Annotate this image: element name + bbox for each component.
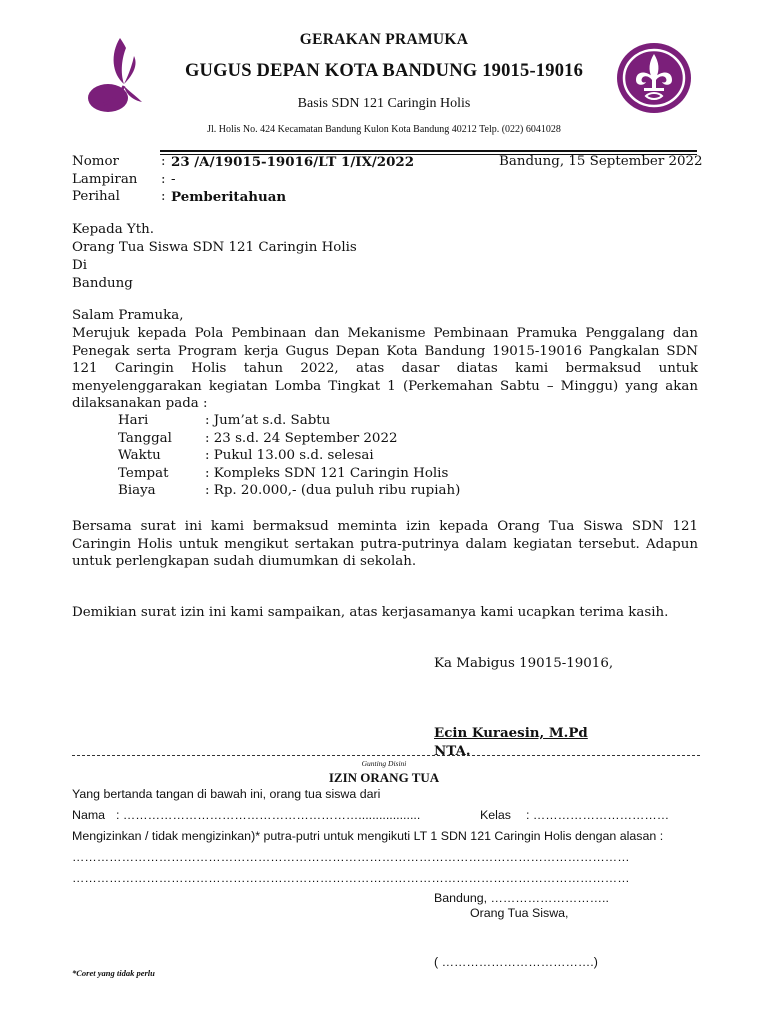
nomor-label: Nomor <box>72 154 119 169</box>
signer-nta: NTA. <box>434 743 471 759</box>
reason-field-1[interactable]: ……………………………………………………………………………………………………………………… <box>72 850 630 864</box>
detail-value-waktu: : Pukul 13.00 s.d. selesai <box>205 448 374 463</box>
perihal-label: Perihal <box>72 189 120 204</box>
reason-field-2[interactable]: ……………………………………………………………………………………………………………………… <box>72 871 630 885</box>
paragraph-2: Bersama surat ini kami bermaksud meminta izin kepada Orang Tua Siswa SDN 121 Caringin Holis untuk mengikut sertakan putra-putrinya dalam kegiatan tersebut. Adapun untuk perlengkapan sudah diumumkan di sekolah. <box>72 519 698 569</box>
unit-name: GUGUS DEPAN KOTA BANDUNG 19015-19016 <box>184 61 584 81</box>
signer-title: Ka Mabigus 19015-19016, <box>434 656 614 671</box>
permission-statement: Mengizinkan / tidak mengizinkan)* putra-putri untuk mengikuti LT 1 SDN 121 Caringin Holis dengan alasan : <box>72 829 664 843</box>
detail-value-hari: : Jum’at s.d. Sabtu <box>205 413 331 428</box>
parent-signer-title: Orang Tua Siswa, <box>470 906 569 920</box>
detail-label-waktu: Waktu <box>118 448 161 463</box>
lampiran-value: - <box>171 172 176 187</box>
parent-signature-line[interactable]: ( ……………………………….) <box>434 955 598 969</box>
base-name: Basis SDN 121 Caringin Holis <box>297 96 471 111</box>
detail-label-tempat: Tempat <box>118 466 169 481</box>
address: Jl. Holis No. 424 Kecamatan Bandung Kulon Kota Bandung 40212 Telp. (022) 6041028 <box>207 124 561 135</box>
detail-value-biaya: : Rp. 20.000,- (dua puluh ribu rupiah) <box>205 483 461 498</box>
detail-label-biaya: Biaya <box>118 483 156 498</box>
perihal-sep: : <box>161 189 166 204</box>
detail-value-tempat: : Kompleks SDN 121 Caringin Holis <box>205 466 449 481</box>
recipient-line-1: Kepada Yth. <box>72 222 155 237</box>
perihal-value: Pemberitahuan <box>171 189 287 205</box>
recipient-line-4: Bandung <box>72 276 133 291</box>
footnote: *Coret yang tidak perlu <box>72 968 155 978</box>
lampiran-sep: : <box>161 172 166 187</box>
nama-field[interactable]: : ………………………………………………….................. <box>116 808 421 822</box>
org-name: GERAKAN PRAMUKA <box>299 31 469 48</box>
closing-paragraph: Demikian surat izin ini kami sampaikan, atas kerjasamanya kami ucapkan terima kasih. <box>72 605 669 620</box>
lampiran-label: Lampiran <box>72 172 138 187</box>
nama-label: Nama <box>72 808 106 822</box>
detail-label-hari: Hari <box>118 413 149 428</box>
greeting: Salam Pramuka, <box>72 308 184 323</box>
recipient-line-2: Orang Tua Siswa SDN 121 Caringin Holis <box>72 240 357 255</box>
signer-name: Ecin Kuraesin, M.Pd <box>434 725 588 741</box>
kelas-field[interactable]: : …………………………… <box>526 808 670 822</box>
detail-value-tanggal: : 23 s.d. 24 September 2022 <box>205 431 398 446</box>
header-rule <box>160 150 697 152</box>
nomor-value: 23 /A/19015-19016/LT 1/IX/2022 <box>171 154 415 170</box>
cut-line <box>72 755 700 756</box>
paragraph-1: Merujuk kepada Pola Pembinaan dan Mekanisme Pembinaan Pramuka Penggalang dan Penegak serta Program kerja Gugus Depan Kota Bandung 19015-19016 Pangkalan SDN 121 Caringin Holis tahun 2022, atas dasar diatas kami bermaksud untuk menyelenggarakan kegiatan Lomba Tingkat 1 (Perkemahan Sabtu – Minggu) yang akan dilaksanakan pada : <box>72 326 698 411</box>
nomor-sep: : <box>161 154 166 169</box>
place-date: Bandung, 15 September 2022 <box>499 154 703 169</box>
recipient-line-3: Di <box>72 258 88 273</box>
permission-heading: IZIN ORANG TUA <box>328 770 440 785</box>
detail-label-tanggal: Tanggal <box>118 431 172 446</box>
cut-label: Gunting Disini <box>361 759 407 768</box>
parent-place-date[interactable]: Bandung, ……………………….. <box>434 891 609 905</box>
permission-intro: Yang bertanda tangan di bawah ini, orang tua siswa dari <box>72 787 381 801</box>
kelas-label: Kelas <box>480 808 511 822</box>
